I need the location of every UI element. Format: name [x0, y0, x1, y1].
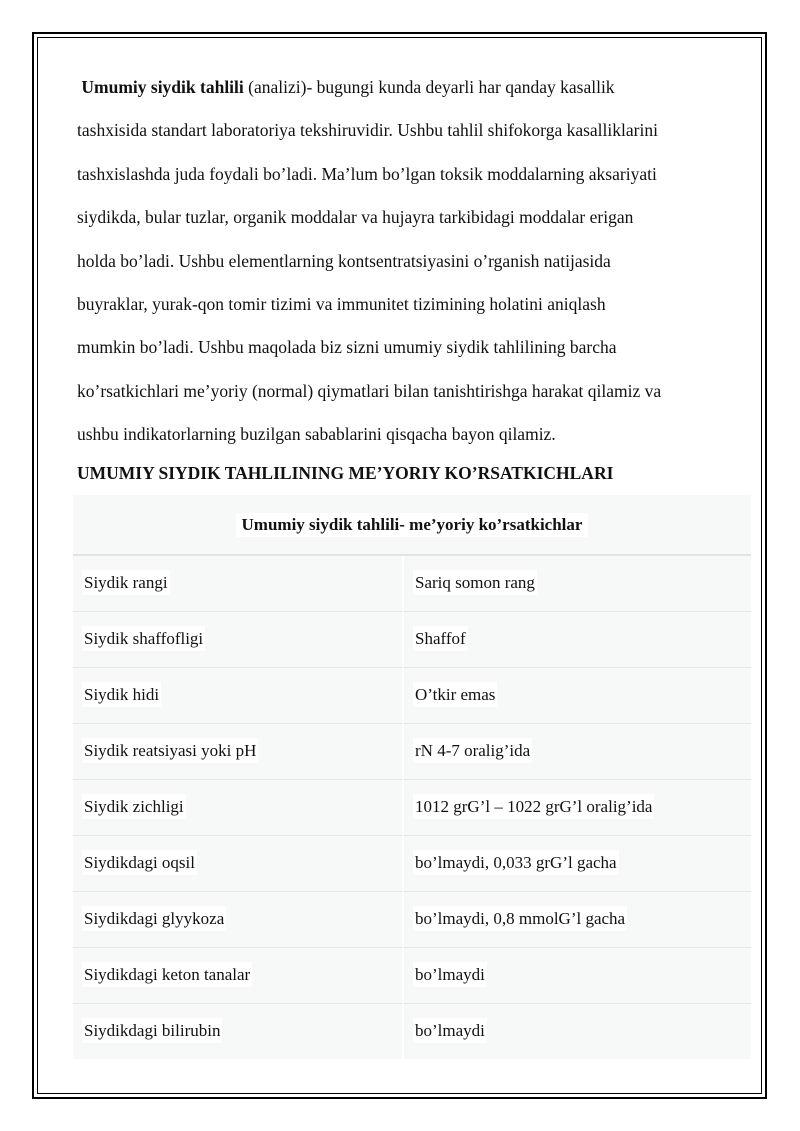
value-cell [403, 779, 751, 835]
value-cell [403, 947, 751, 1003]
value-cell [403, 1003, 751, 1059]
parameter-cell [73, 555, 403, 611]
table-row [73, 555, 751, 611]
parameter-text: Siydikdagi bilirubin [82, 1018, 222, 1043]
value-text: O’tkir emas [413, 682, 497, 707]
table-title [73, 495, 751, 555]
intro-line-text: (analizi)- bugungi kunda deyarli har qanday kasallik [243, 77, 615, 97]
parameter-cell [73, 835, 403, 891]
intro-line [77, 66, 737, 109]
intro-line: mumkin bo’ladi. Ushbu maqolada biz sizni umumiy siydik tahlilining barcha [77, 337, 617, 358]
value-cell [403, 723, 751, 779]
intro-line: ushbu indikatorlarning buzilgan sabablarini qisqacha bayon qilamiz. [77, 424, 556, 445]
value-text: bo’lmaydi, 0,8 mmolG’l gacha [413, 906, 627, 931]
parameter-text: Siydikdagi glyykoza [82, 906, 226, 931]
parameter-cell [73, 779, 403, 835]
value-cell [403, 611, 751, 667]
intro-line: holda bo’ladi. Ushbu elementlarning kontsentratsiyasini o’rganish natijasida [77, 250, 611, 271]
intro-line: tashxislashda juda foydali bo’ladi. Ma’lum bo’lgan toksik moddalarning aksariyati [77, 163, 657, 184]
table-row [73, 667, 751, 723]
value-text: Sariq somon rang [413, 570, 537, 595]
table-row [73, 835, 751, 891]
intro-line: siydikda, bular tuzlar, organik moddalar va hujayra tarkibidagi moddalar erigan [77, 207, 634, 228]
table-row [73, 1003, 751, 1059]
parameter-text: Siydikdagi oqsil [82, 850, 197, 875]
table-row [73, 891, 751, 947]
parameter-cell [73, 1003, 403, 1059]
parameter-cell [73, 891, 403, 947]
value-cell [403, 891, 751, 947]
table-row [73, 611, 751, 667]
value-text: rN 4-7 oralig’ida [413, 738, 532, 763]
value-cell [403, 835, 751, 891]
parameter-text: Siydik hidi [82, 682, 161, 707]
parameter-text: Siydik shaffofligi [82, 626, 205, 651]
parameter-text: Siydik rangi [82, 570, 170, 595]
value-cell [403, 667, 751, 723]
section-heading: UMUMIY SIYDIK TAHLILINING ME’YORIY KO’RSATKICHLARI [77, 463, 614, 483]
parameter-text: Siydik reatsiyasi yoki pH [82, 738, 258, 763]
intro-line: ko’rsatkichlari me’yoriy (normal) qiymatlari bilan tanishtirishga harakat qilamiz va [77, 380, 662, 401]
parameter-text: Siydikdagi keton tanalar [82, 962, 252, 987]
parameter-cell [73, 723, 403, 779]
value-text: bo’lmaydi, 0,033 grG’l gacha [413, 850, 619, 875]
parameter-cell [73, 947, 403, 1003]
table-row [73, 947, 751, 1003]
intro-line: tashxisida standart laboratoriya tekshiruvidir. Ushbu tahlil shifokorga kasalliklarini [77, 120, 658, 141]
value-text: bo’lmaydi [413, 962, 487, 987]
parameter-cell [73, 667, 403, 723]
value-text: Shaffof [413, 626, 468, 651]
value-text: 1012 grG’l – 1022 grG’l oralig’ida [413, 794, 654, 819]
norms-table [73, 495, 751, 1059]
parameter-text: Siydik zichligi [82, 794, 186, 819]
parameter-cell [73, 611, 403, 667]
value-cell [403, 555, 751, 611]
table-header-row [73, 495, 751, 555]
table-title-text: Umumiy siydik tahlili- me’yoriy ko’rsatkichlar [236, 513, 589, 537]
intro-paragraph [77, 66, 737, 457]
table-row [73, 723, 751, 779]
intro-lead-bold: Umumiy siydik tahlili [81, 77, 244, 97]
value-text: bo’lmaydi [413, 1018, 487, 1043]
table-row [73, 779, 751, 835]
intro-line: buyraklar, yurak-qon tomir tizimi va immunitet tizimining holatini aniqlash [77, 294, 606, 315]
